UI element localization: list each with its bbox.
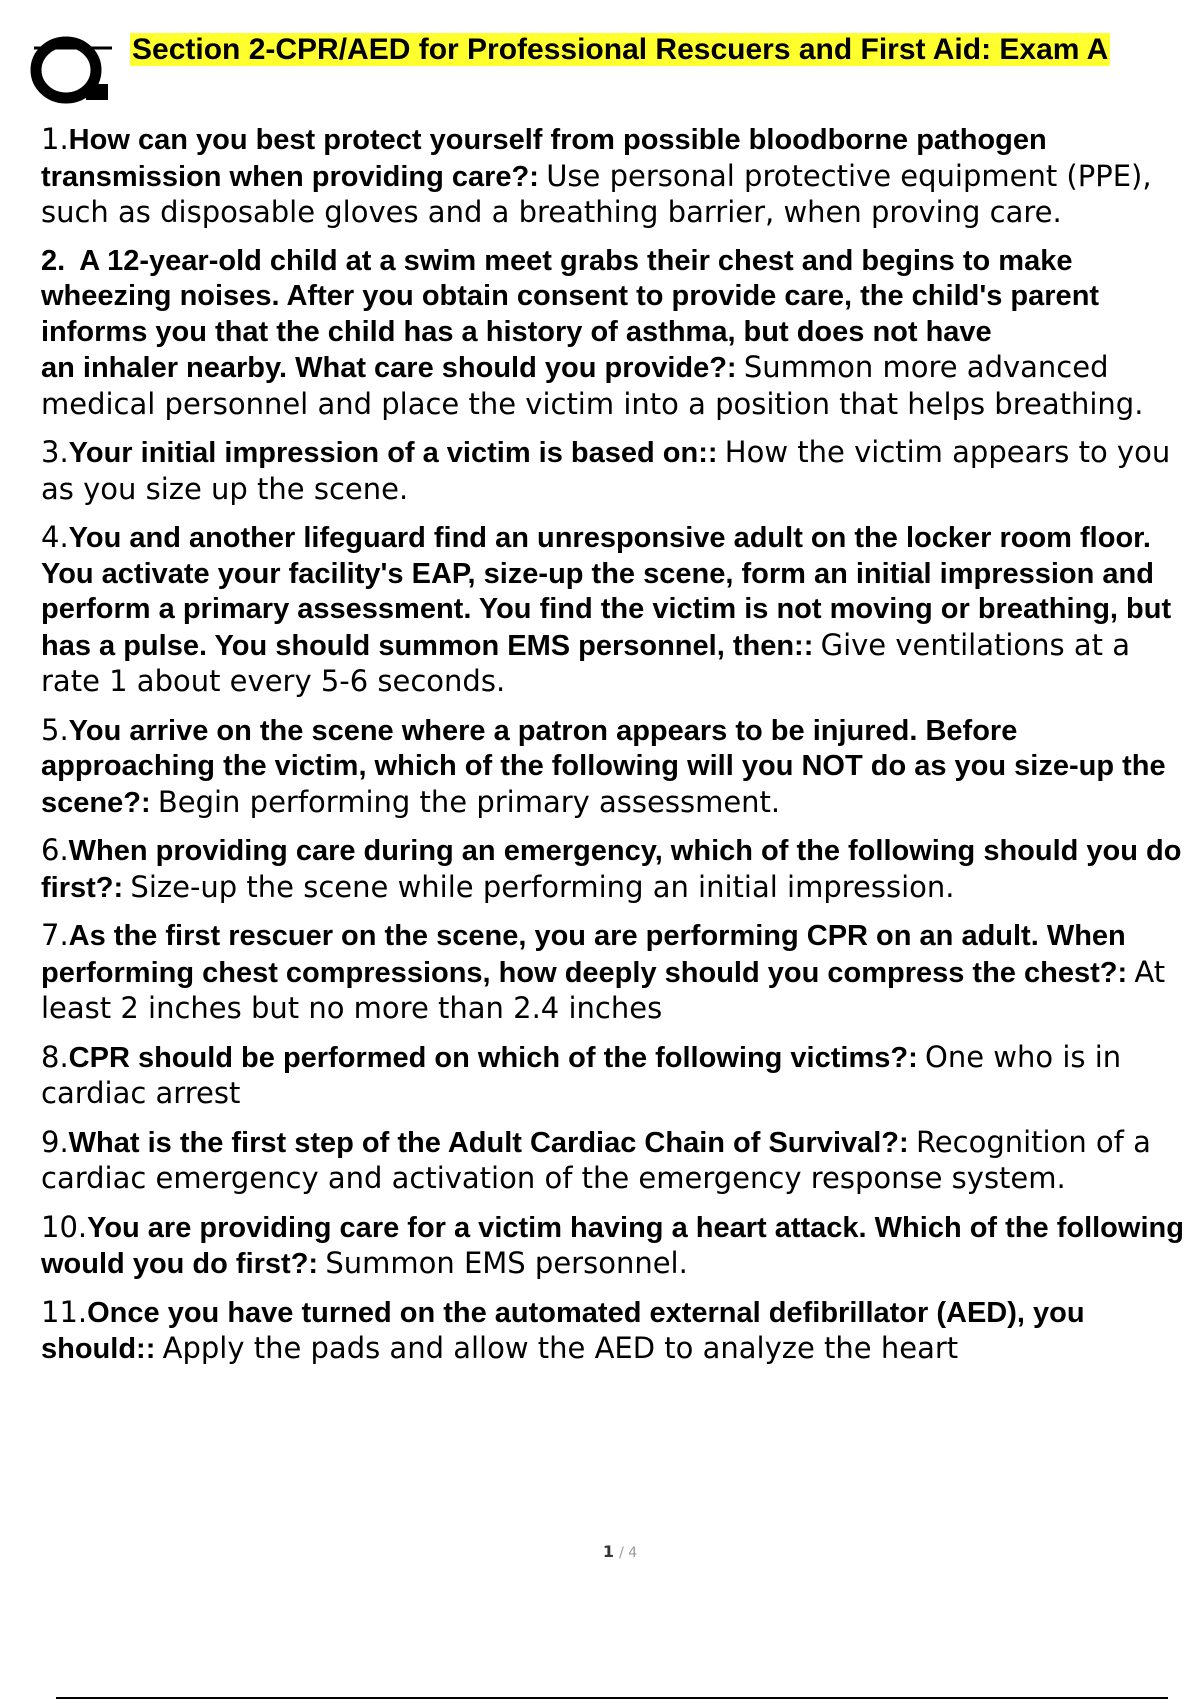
qa-question: As the first rescuer on the scene, you are performing CPR on an adult. When performing chest compressions, how deeply should you compress the chest?: bbox=[41, 920, 1128, 989]
page-title bbox=[130, 30, 1170, 69]
qa-question-continued: an inhaler nearby. What care should you provide?: bbox=[41, 352, 737, 384]
page-divider bbox=[56, 1697, 1168, 1699]
qa-item-9 bbox=[41, 1125, 1191, 1198]
qa-number: 8. bbox=[41, 1039, 69, 1074]
page-number bbox=[0, 1542, 1200, 1561]
qa-item-1 bbox=[41, 122, 1191, 232]
qa-answer: Give ventilations at a rate 1 about every 5-6 seconds. bbox=[41, 627, 1131, 698]
qa-question: How can you best protect yourself from possible bloodborne pathogen transmission when providing care?: bbox=[41, 124, 1047, 193]
qa-number: 4. bbox=[41, 520, 69, 554]
qa-answer: Summon EMS personnel. bbox=[325, 1246, 688, 1280]
qa-question: What is the first step of the Adult Cardiac Chain of Survival?: bbox=[68, 1126, 909, 1159]
qa-number: 2. bbox=[41, 244, 66, 277]
page-total: / 4 bbox=[619, 1545, 638, 1561]
qa-item-8 bbox=[41, 1040, 1191, 1113]
qa-answer: Apply the pads and allow the AED to analyze the heart bbox=[162, 1331, 959, 1365]
qa-question: CPR should be performed on which of the following victims?: bbox=[68, 1041, 918, 1074]
qa-answer: Size-up the scene while performing an initial impression. bbox=[130, 869, 955, 904]
qa-item-11 bbox=[41, 1295, 1191, 1368]
qa-question: You and another lifeguard find an unresponsive adult on the locker room floor. You activate your facility's EAP, size-up the scene, form an initial impression and perform a primary assessment. You find the victim is not moving or breathing, but has a pulse. You should summon EMS personnel, then:: bbox=[41, 522, 1172, 662]
qa-item-10 bbox=[41, 1210, 1191, 1283]
qa-number: 10. bbox=[41, 1209, 88, 1244]
q-logo-icon bbox=[30, 32, 112, 108]
page-current: 1 bbox=[602, 1542, 614, 1561]
qa-number: 11. bbox=[41, 1294, 88, 1329]
qa-answer: Summon more advanced medical personnel and place the victim into a position that helps breathing. bbox=[41, 350, 1144, 421]
qa-answer: At least 2 inches but no more than 2.4 inches bbox=[41, 954, 1166, 1025]
qa-item-7 bbox=[41, 918, 1191, 1028]
qa-item-2 bbox=[41, 244, 1191, 424]
qa-number: 3. bbox=[41, 435, 69, 469]
qa-question: You arrive on the scene where a patron appears to be injured. Before approaching the victim, which of the following will you NOT do as you size-up the scene?: bbox=[41, 714, 1166, 819]
qa-item-4 bbox=[41, 520, 1191, 701]
qa-item-5 bbox=[41, 713, 1191, 822]
qa-number: 5. bbox=[41, 712, 69, 747]
qa-number: 6. bbox=[41, 833, 69, 867]
qa-item-6 bbox=[41, 833, 1191, 906]
qa-question: Once you have turned on the automated external defibrillator (AED), you should:: bbox=[41, 1296, 1085, 1365]
qa-answer: Use personal protective equipment (PPE), such as disposable gloves and a breathing barrier, when proving care. bbox=[41, 158, 1152, 229]
qa-question: When providing care during an emergency, which of the following should you do first?: bbox=[41, 835, 1182, 904]
page-title-text: Section 2-CPR/AED for Professional Rescuers and First Aid: Exam A bbox=[132, 33, 1109, 66]
qa-item-3 bbox=[41, 435, 1191, 508]
qa-question: You are providing care for a victim having a heart attack. Which of the following would you do first?: bbox=[41, 1211, 1184, 1280]
qa-list bbox=[41, 122, 1191, 1380]
qa-question: A 12-year-old child at a swim meet grabs their chest and begins to make wheezing noises. After you obtain consent to provide care, the child's parent informs you that the child has a history of asthma, but does not have bbox=[41, 244, 1100, 348]
qa-answer: One who is in cardiac arrest bbox=[41, 1039, 1122, 1110]
qa-answer: Recognition of a cardiac emergency and activation of the emergency response system. bbox=[41, 1124, 1151, 1195]
qa-answer: Begin performing the primary assessment. bbox=[157, 784, 781, 819]
qa-number: 1. bbox=[41, 122, 69, 156]
qa-question: Your initial impression of a victim is based on:: bbox=[68, 437, 718, 469]
qa-answer: How the victim appears to you as you size up the scene. bbox=[41, 435, 1171, 506]
qa-number: 9. bbox=[41, 1124, 69, 1159]
qa-number: 7. bbox=[41, 918, 69, 952]
